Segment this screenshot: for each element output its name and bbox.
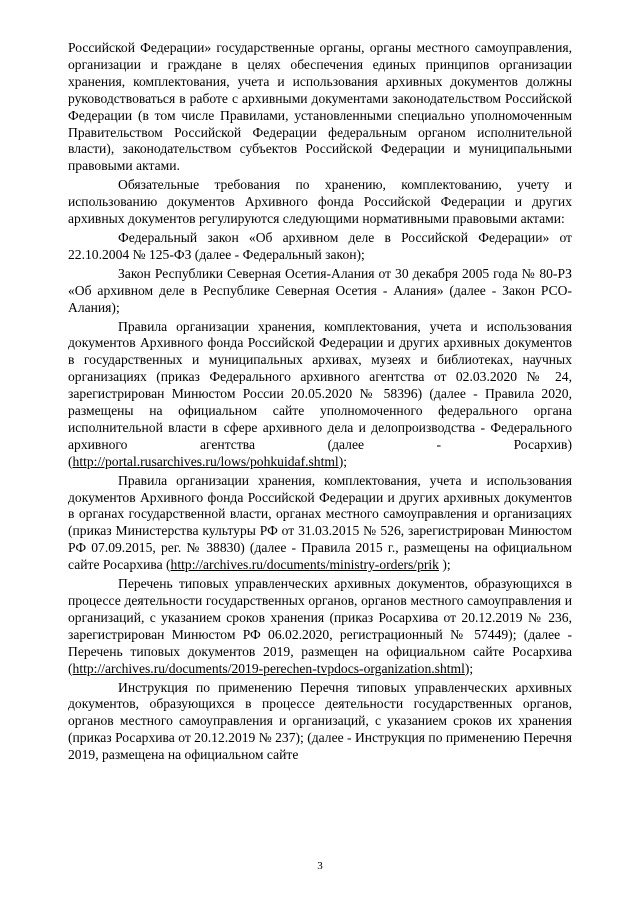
paragraph-typical-list <box>68 576 572 677</box>
paragraph-instruction: Инструкция по применению Перечня типовых управленческих архивных документов, образующихся в процессе деятельности государственных органов, органов местного самоуправления и организаций, с указанием сроков их хранения (приказ Росархива от 20.12.2019 № 237); (далее - Инструкция по применению Перечня 2019, размещена на официальном сайте <box>68 679 572 763</box>
page-number: 3 <box>317 860 323 872</box>
paragraph-rso-law: Закон Республики Северная Осетия-Алания от 30 декабря 2005 года № 80-РЗ «Об архивном деле в Республике Северная Осетия - Алания» (далее - Закон РСО-Алания); <box>68 265 572 315</box>
paragraph-rules-2020 <box>68 319 572 471</box>
rules-2020-link[interactable]: http://portal.rusarchives.ru/lows/pohkuidaf.shtml <box>72 453 339 469</box>
rules-2020-text: Правила организации хранения, комплектования, учета и использования документов Архивного фонда Российской Федерации и других архивных документов в государственных и муниципальных архивах, музеях и библиотеках, научных организациях (приказ Федерального архивного агентства от 02.03.2020 № 24, зарегистрирован Минюстом России 20.05.2020 № 58396) (далее - Правила 2020, размещены на официальном сайте уполномоченного федерального органа исполнительной власти в сфере архивного дела и делопроизводства - Федерального архивного агентства (далее - Росархив) ( <box>68 318 572 469</box>
rules-2020-end: ); <box>338 453 348 469</box>
typical-list-link[interactable]: http://archives.ru/documents/2019-perechen-tvpdocs-organization.shtml <box>72 660 465 676</box>
rules-2015-end: ); <box>438 557 451 573</box>
paragraph-2: Обязательные требования по хранению, комплектованию, учету и использованию документов Архивного фонда Российской Федерации и других архивных документов регулируются следующими нормативными правовыми актами: <box>68 177 572 227</box>
typical-list-end: ); <box>464 660 474 676</box>
rules-2015-link[interactable]: http://archives.ru/documents/ministry-orders/prik <box>170 557 439 573</box>
paragraph-1: Российской Федерации» государственные органы, органы местного самоуправления, организации и граждане в целях обеспечения единых принципов организации хранения, комплектования, учета и использования архивных документов должны руководствоваться в работе с архивными документами законодательством Российской Федерации (в том числе Правилами, установленными специально уполномоченным Правительством Российской Федерации федеральным органом исполнительной власти), законодательством субъектов Российской Федерации и муниципальными правовыми актами. <box>68 40 572 174</box>
paragraph-rules-2015 <box>68 473 572 574</box>
paragraph-federal-law: Федеральный закон «Об архивном деле в Российской Федерации» от 22.10.2004 № 125-ФЗ (далее - Федеральный закон); <box>68 229 572 262</box>
rules-2015-text: Правила организации хранения, комплектования, учета и использования документов Архивного фонда Российской Федерации и других архивных документов в органах государственной власти, органах местного самоуправления и организациях (приказ Министерства культуры РФ от 31.03.2015 № 526, зарегистрирован Минюстом РФ 07.09.2015, рег. № 38830) (далее - Правила 2015 г., размещены на официальном сайте Росархива ( <box>68 472 572 573</box>
typical-list-text: Перечень типовых управленческих архивных документов, образующихся в процессе деятельности государственных органов, органов местного самоуправления и организаций, с указанием сроков хранения (приказ Росархива от 20.12.2019 № 236, зарегистрирован Минюстом РФ 06.02.2020, регистрационный № 57449); (далее - Перечень типовых документов 2019, размещен на официальном сайте Росархива ( <box>68 576 572 676</box>
